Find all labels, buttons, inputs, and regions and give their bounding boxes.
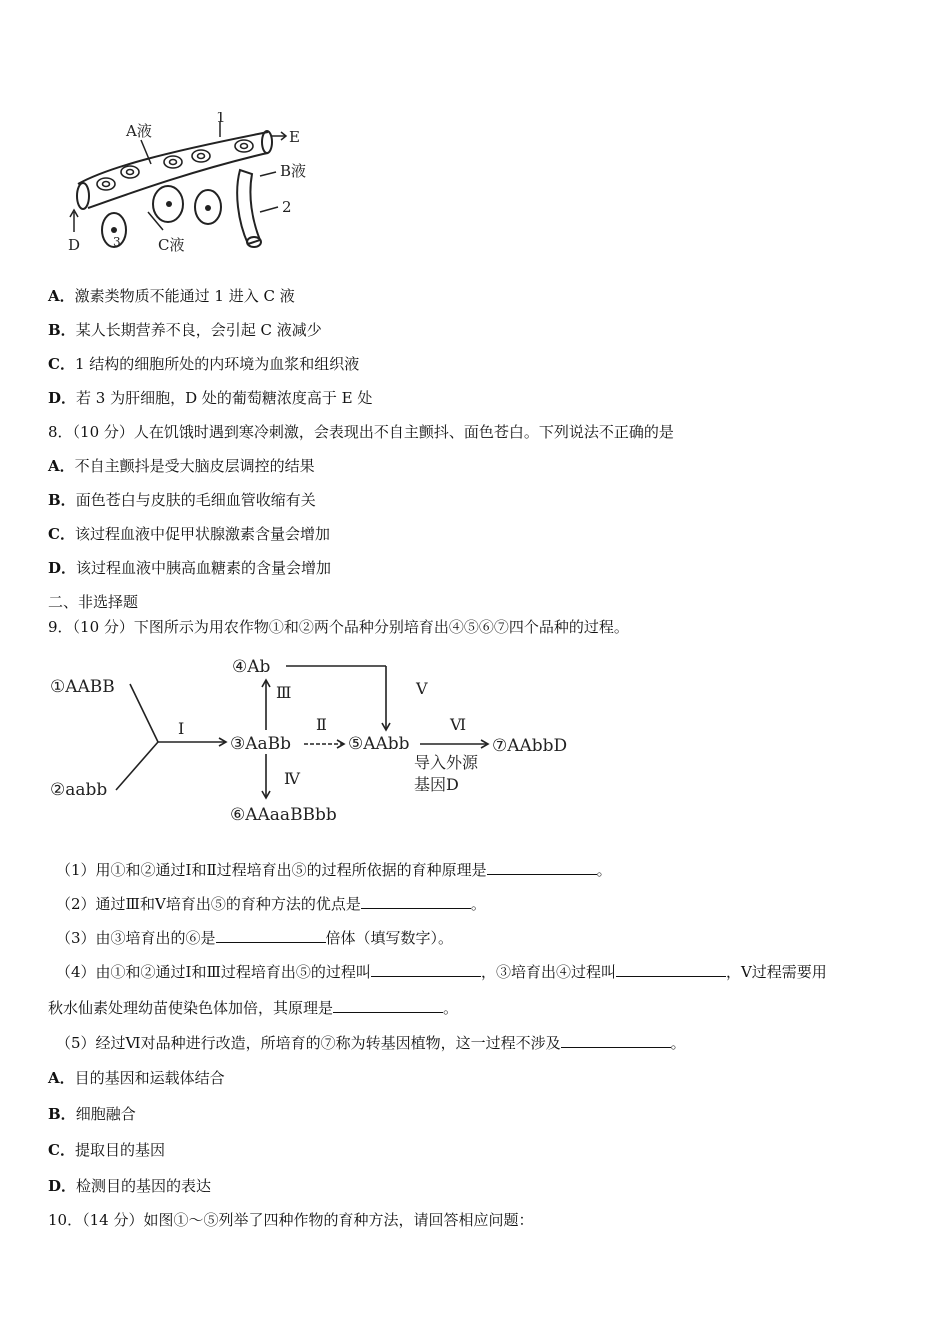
node-6: ⑥AAaaBBbb <box>230 805 337 825</box>
label-2: 2 <box>282 198 292 216</box>
process-5: Ⅴ <box>416 679 428 698</box>
label-b-fluid: B液 <box>280 162 307 180</box>
q9-sub-4: （4）由①和②通过Ⅰ和Ⅲ过程培育出⑤的过程叫 ，③培育出④过程叫 ，Ⅴ过程需要用 <box>56 963 827 981</box>
section-title: 二、非选择题 <box>48 593 139 611</box>
q9-sub-4-cont: 秋水仙素处理幼苗使染色体加倍，其原理是 。 <box>48 999 459 1017</box>
answer-blank[interactable] <box>216 928 326 943</box>
label-c-fluid: C液 <box>158 236 185 254</box>
q9-sub-5: （5）经过Ⅵ对品种进行改造，所培育的⑦称为转基因植物，这一过程不涉及 。 <box>56 1034 686 1052</box>
blood-cells <box>97 140 253 190</box>
q9-option-a: A．目的基因和运载体结合 <box>48 1069 225 1087</box>
node-7: ⑦AAbbD <box>492 736 568 756</box>
q7-option-d: D．若 3 为肝细胞，D 处的葡萄糖浓度高于 E 处 <box>48 389 373 407</box>
node-5: ⑤AAbb <box>348 734 410 754</box>
node-1: ①AABB <box>50 677 115 697</box>
answer-blank[interactable] <box>333 998 443 1013</box>
q9-sub-3: （3）由③培育出的⑥是 倍体（填写数字）。 <box>56 929 454 947</box>
q8-option-a: A．不自主颤抖是受大脑皮层调控的结果 <box>48 457 315 475</box>
label-3: 3 <box>113 235 121 249</box>
q7-option-b: B．某人长期营养不良，会引起 C 液减少 <box>48 321 322 339</box>
q9-stem: 9．（10 分）下图所示为用农作物①和②两个品种分别培育出④⑤⑥⑦四个品种的过程。 <box>48 618 629 636</box>
q10-stem: 10．（14 分）如图①～⑤列举了四种作物的育种方法，请回答相应问题： <box>48 1211 534 1229</box>
q7-option-a: A．激素类物质不能通过 1 进入 C 液 <box>48 287 295 305</box>
breeding-diagram <box>48 650 608 830</box>
process-6: Ⅵ <box>450 715 467 734</box>
answer-blank[interactable] <box>371 962 481 977</box>
q9-option-d: D．检测目的基因的表达 <box>48 1177 212 1195</box>
q9-sub-2: （2）通过Ⅲ和Ⅴ培育出⑤的育种方法的优点是 。 <box>56 895 486 913</box>
answer-blank[interactable] <box>361 894 471 909</box>
answer-blank[interactable] <box>616 962 726 977</box>
process-4: Ⅳ <box>284 769 300 788</box>
label-e: E <box>289 128 300 146</box>
process-3: Ⅲ <box>276 683 292 702</box>
tissue-diagram <box>48 112 328 262</box>
lymphatic-vessel <box>237 170 260 244</box>
process-1: Ⅰ <box>178 719 185 738</box>
node-4: ④Ab <box>232 657 271 677</box>
node-3: ③AaBb <box>230 734 292 754</box>
q8-stem: 8．（10 分）人在饥饿时遇到寒冷刺激，会表现出不自主颤抖、面色苍白。下列说法不正确的是 <box>48 423 674 441</box>
q9-option-c: C．提取目的基因 <box>48 1141 165 1159</box>
note-line-2: 基因D <box>414 775 459 794</box>
label-1: 1 <box>216 112 226 126</box>
label-d: D <box>68 236 81 254</box>
answer-blank[interactable] <box>487 860 597 875</box>
answer-blank[interactable] <box>561 1033 671 1048</box>
process-2: Ⅱ <box>316 715 327 734</box>
note-line-1: 导入外源 <box>414 753 479 772</box>
q9-option-b: B．细胞融合 <box>48 1105 136 1123</box>
q7-option-c: C．1 结构的细胞所处的内环境为血浆和组织液 <box>48 355 360 373</box>
q9-sub-1: （1）用①和②通过Ⅰ和Ⅱ过程培育出⑤的过程所依据的育种原理是 。 <box>56 861 612 879</box>
q8-option-d: D．该过程血液中胰高血糖素的含量会增加 <box>48 559 332 577</box>
q8-option-c: C．该过程血液中促甲状腺激素含量会增加 <box>48 525 330 543</box>
label-a-fluid: A液 <box>126 122 152 140</box>
q8-option-b: B．面色苍白与皮肤的毛细血管收缩有关 <box>48 491 316 509</box>
node-2: ②aabb <box>50 780 108 800</box>
